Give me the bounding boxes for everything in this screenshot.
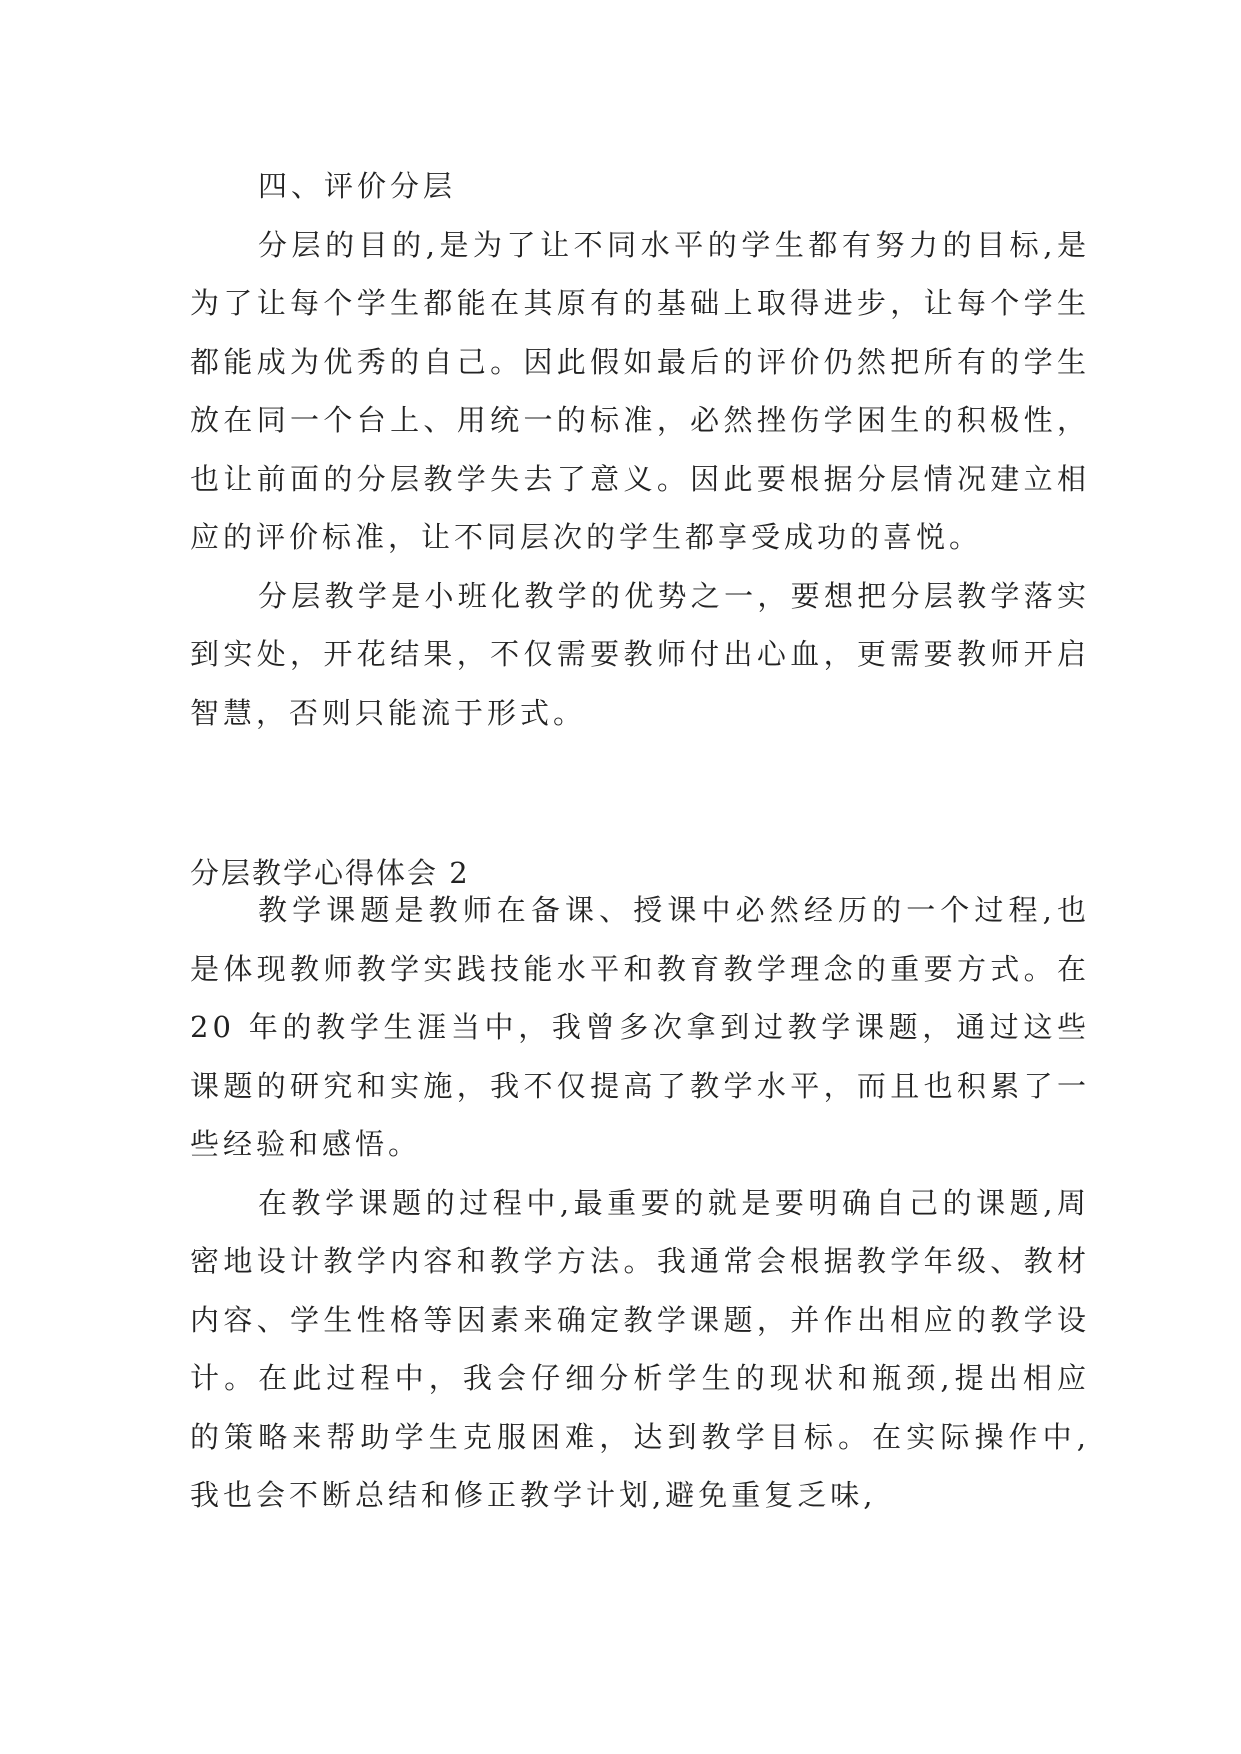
paragraph: 分层教学是小班化教学的优势之一，要想把分层教学落实到实处，开花结果，不仅需要教师付出心血，更需要教师开启智慧，否则只能流于形式。 (190, 578, 1090, 730)
paragraph: 教学课题是教师在备课、授课中必然经历的一个过程,也是体现教师教学实践技能水平和教育教学理念的重要方式。在 20 年的教学生涯当中，我曾多次拿到过教学课题，通过这些课题的研究和实施，我不仅提高了教学水平，而且也积累了一些经验和感悟。 (190, 893, 1090, 1161)
article-title: 分层教学心得体会 2 (190, 856, 470, 890)
paragraph: 分层的目的,是为了让不同水平的学生都有努力的目标,是为了让每个学生都能在其原有的基础上取得进步，让每个学生都能成为优秀的自己。因此假如最后的评价仍然把所有的学生放在同一个台上、用统一的标准，必然挫伤学困生的积极性，也让前面的分层教学失去了意义。因此要根据分层情况建立相应的评价标准，让不同层次的学生都享受成功的喜悦。 (190, 227, 1090, 554)
section-reflection (190, 881, 1090, 1525)
section-heading-evaluation: 四、评价分层 (258, 169, 457, 203)
paragraph: 在教学课题的过程中,最重要的就是要明确自己的课题,周密地设计教学内容和教学方法。我通常会根据教学年级、教材内容、学生性格等因素来确定教学课题，并作出相应的教学设计。在此过程中，我会仔细分析学生的现状和瓶颈,提出相应的策略来帮助学生克服困难，达到教学目标。在实际操作中,我也会不断总结和修正教学计划,避免重复乏味, (190, 1185, 1090, 1512)
section-evaluation (190, 157, 1090, 742)
